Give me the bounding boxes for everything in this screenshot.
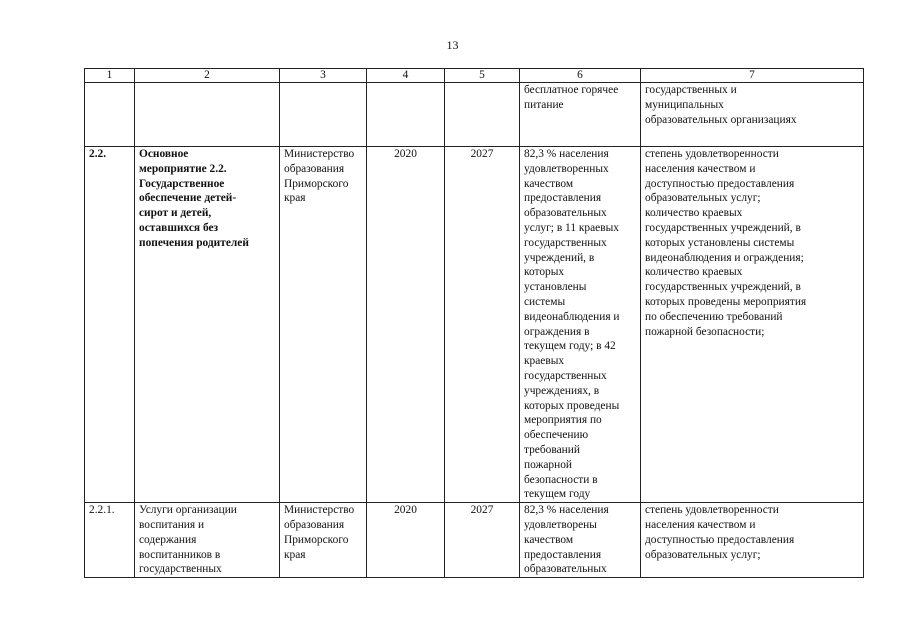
cell-executor: Министерство образования Приморского края	[280, 503, 367, 578]
cell-expected-result: 82,3 % населения удовлетворены качеством предоставления образовательных	[520, 503, 641, 578]
cell-end-year	[445, 83, 520, 147]
cell-start-year	[367, 83, 445, 147]
column-header: 7	[641, 69, 864, 83]
cell-start-year: 2020	[367, 147, 445, 503]
cell-measure-name: Основное мероприятие 2.2. Государственное обеспечение детей- сирот и детей, оставшихся без попечения родителей	[135, 147, 280, 503]
cell-start-year: 2020	[367, 503, 445, 578]
column-header: 4	[367, 69, 445, 83]
program-measures-table	[84, 68, 864, 578]
cell-end-year: 2027	[445, 147, 520, 503]
page-number: 13	[446, 38, 459, 52]
cell-indicator-link: степень удовлетворенности населения качеством и доступностью предоставления образовательных услуг; количество краевых государственных учреждений, в которых установлены системы видеонаблюдения и ограждения; количество краевых государственных учреждений, в которых проведены мероприятия по обеспечению требований пожарной безопасности;	[641, 147, 864, 503]
table-header-row	[85, 69, 864, 83]
column-header: 6	[520, 69, 641, 83]
cell-end-year: 2027	[445, 503, 520, 578]
cell-number	[85, 83, 135, 147]
cell-indicator-link: государственных и муниципальных образовательных организациях	[641, 83, 864, 147]
cell-measure-name	[135, 83, 280, 147]
cell-measure-name: Услуги организации воспитания и содержания воспитанников в государственных	[135, 503, 280, 578]
column-header: 5	[445, 69, 520, 83]
cell-expected-result: бесплатное горячее питание	[520, 83, 641, 147]
column-header: 1	[85, 69, 135, 83]
column-header: 3	[280, 69, 367, 83]
table-row-2-2	[85, 147, 864, 503]
cell-number: 2.2.	[85, 147, 135, 503]
cell-executor: Министерство образования Приморского края	[280, 147, 367, 503]
cell-executor	[280, 83, 367, 147]
cell-expected-result: 82,3 % населения удовлетворенных качеством предоставления образовательных услуг; в 11 краевых государственных учреждений, в которых установлены системы видеонаблюдения и ограждения в текущем году; в 42 краевых государственных учреждениях, в которых проведены мероприятия по обеспечению требований пожарной безопасности в текущем году	[520, 147, 641, 503]
column-header: 2	[135, 69, 280, 83]
cell-indicator-link: степень удовлетворенности населения качеством и доступностью предоставления образовательных услуг;	[641, 503, 864, 578]
table-row-continuation	[85, 83, 864, 147]
cell-number: 2.2.1.	[85, 503, 135, 578]
table-row-2-2-1	[85, 503, 864, 578]
